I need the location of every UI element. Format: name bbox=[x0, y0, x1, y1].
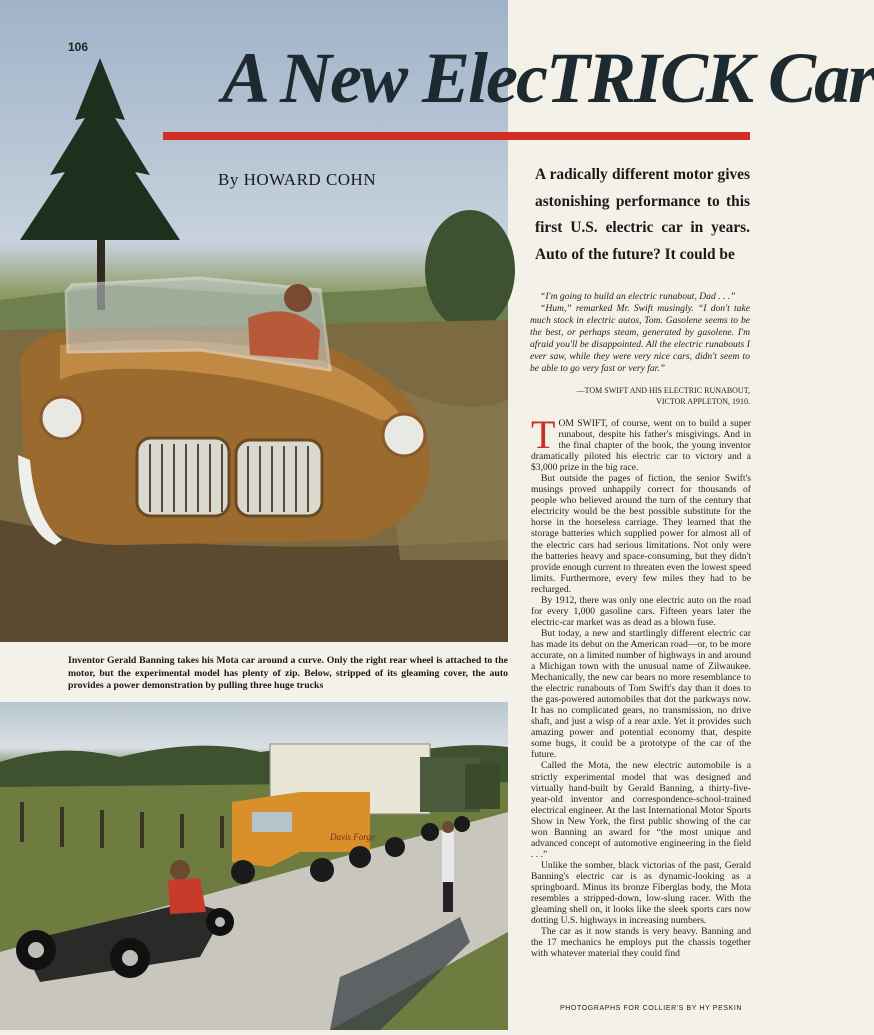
attribution-line: —TOM SWIFT AND HIS ELECTRIC RUNABOUT, bbox=[576, 386, 750, 395]
epigraph-attribution bbox=[530, 385, 750, 407]
body-paragraph: The car as it now stands is very heavy. Banning and the 17 mechanics he employs put the chassis together with whatever material they could find bbox=[531, 926, 751, 960]
body-paragraph: But today, a new and startlingly different electric car has made its debut on the American road—or, to be more accurate, on a limited number of highways in and around a Michigan town with the unusual name of Zilwaukee. Mechanically, the new car bears no more resemblance to the electric runabouts of Tom Swift's day than it does to the gas-powered automobiles that dot the parkways now. It has no complicated gears, no transmission, no drive shaft, and just a wisp of a rear axle. Yet it provides such amazing power and potential economy that, despite some bugs, it could be a prototype of the car of the future. bbox=[531, 627, 751, 761]
body-paragraph: But outside the pages of fiction, the senior Swift's musings proved unhappily correct for thousands of people who believed around the turn of the century that electricity would be the best possible substitute for the horse in the horseless carriage. They learned that the storage batteries which supplied power for almost all of the electric cars had serious limitations. Not only were the batteries heavy and space-consuming, but they didn't provide enough current to threaten even the lowest speed limits. Furthermore, every few miles they had to be recharged. bbox=[531, 473, 751, 595]
photo-credit: PHOTOGRAPHS FOR COLLIER'S BY HY PESKIN bbox=[560, 1005, 743, 1012]
truck-lettering: Davis Forge bbox=[330, 832, 375, 842]
body-paragraph bbox=[531, 412, 751, 474]
page-number: 106 bbox=[68, 40, 89, 54]
epigraph bbox=[530, 291, 750, 375]
body-paragraph: Unlike the somber, black victorias of the past, Gerald Banning's electric car is as dynamic-looking as a springboard. Minus its bronze Fiberglas body, the Mota resembles a stripped-down, low-slung racer. With the gleaming shell on, it looks like the sleek sports cars now dotting U.S. highways in increasing numbers. bbox=[531, 859, 751, 927]
article-body bbox=[531, 412, 751, 960]
body-paragraph: By 1912, there was only one electric auto on the road for every 1,000 gasoline cars. Fifteen years later the electric-car market was as dead as a blown fuse. bbox=[531, 594, 751, 628]
drop-cap: T bbox=[531, 412, 556, 457]
photo-trucks-illustration bbox=[0, 702, 508, 1030]
first-paragraph-text: OM SWIFT, of course, went on to build a super runabout, despite his father's misgivings. And in the final chapter of the book, the young inventor dramatically piloted his electric car to victory and a $3,000 prize in the big race. bbox=[531, 418, 751, 474]
body-paragraph: Called the Mota, the new electric automobile is a strictly experimental model that was designed and virtually hand-built by Gerald Banning, a thirty-five-year-old inventor and correspondence-school-trained electrical engineer. At the last International Motor Sports Show in New York, the first public showing of the car won Banning an award for “the most unique and advanced concept of automotive engineering in the field . . .” bbox=[531, 760, 751, 860]
attribution-line: VICTOR APPLETON, 1910. bbox=[656, 397, 750, 406]
article-title: A New ElecTRICK Car bbox=[222, 38, 874, 118]
photo-car-pulling-trucks bbox=[0, 702, 508, 1030]
byline: By HOWARD COHN bbox=[218, 170, 377, 189]
article-deck: A radically different motor gives astonishing performance to this first U.S. electric car in years. Auto of the future? It could be bbox=[535, 166, 750, 263]
epigraph-paragraph: “I'm going to build an electric runabout, Dad . . .” bbox=[540, 291, 736, 302]
title-rule bbox=[163, 132, 750, 140]
epigraph-paragraph: “Hum,” remarked Mr. Swift musingly. “I don't take much stock in electric autos, Tom. Gasolene seems to be the best, or perhaps steam, generated by gasolene. I'm afraid you'll be disappointed. All the electric runabouts I ever saw, while they were very nice cars, didn't seem to be able to go very fast or very far.” bbox=[530, 303, 750, 374]
photo-caption: Inventor Gerald Banning takes his Mota car around a curve. Only the right rear wheel is attached to the motor, but the experimental model has plenty of zip. Below, stripped of its gleaming cover, the auto provides a power demonstration by pulling three huge trucks bbox=[68, 655, 508, 692]
